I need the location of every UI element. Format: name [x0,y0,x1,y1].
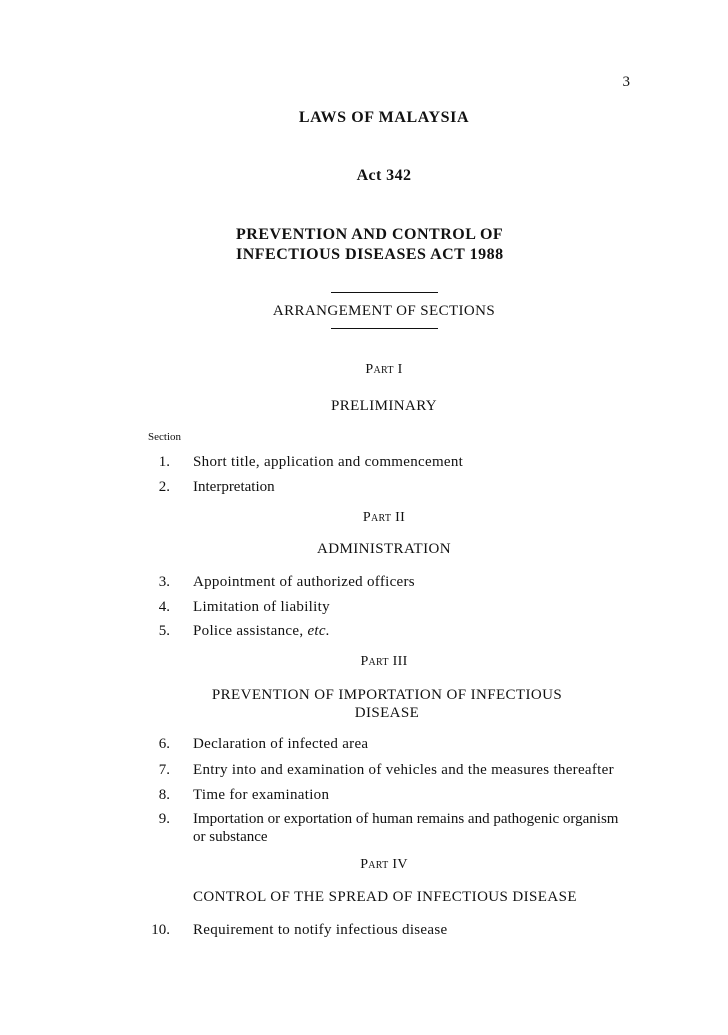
section-title: Appointment of authorized officers [193,574,415,590]
section-title: Short title, application and commencement [193,454,464,470]
part-label-2 [0,510,728,526]
section-title-line-1: Importation or exportation of human remains and pathogenic organism [193,811,619,827]
section-title-italic: etc. [307,623,330,639]
section-title-line-2: or substance [193,829,268,845]
section-title: Entry into and examination of vehicles and the measures thereafter [193,762,614,778]
act-number: Act 342 [356,167,412,184]
rule-below-arrangement [331,328,438,329]
rule-above-arrangement [331,292,438,293]
part-label-3 [0,654,728,670]
part-heading-line-1: PREVENTION OF IMPORTATION OF INFECTIOUS [211,687,563,703]
page-number: 3 [622,74,630,90]
section-number: 1. [158,454,170,470]
part-word: Part [360,857,389,872]
part-heading-line-2: DISEASE [354,705,420,721]
part-number: II [395,510,406,525]
section-number: 3. [158,574,170,590]
section-number: 7. [158,762,170,778]
section-number: 5. [158,623,170,639]
section-number: 4. [158,599,170,615]
act-name-line-2: INFECTIOUS DISEASES ACT 1988 [236,246,504,263]
part-heading-1: PRELIMINARY [330,398,438,414]
part-label-1 [0,362,728,378]
part-label-4 [0,857,728,873]
act-name [236,225,504,265]
section-column-label: Section [148,431,181,443]
section-title: Interpretation [193,479,275,495]
section-number: 10. [151,922,170,938]
part-number: IV [392,857,408,872]
part-word: Part [365,362,394,377]
part-heading-4: CONTROL OF THE SPREAD OF INFECTIOUS DISEASE [193,889,577,905]
section-number: 9. [158,811,170,827]
section-title [193,622,633,640]
act-name-line-1: PREVENTION AND CONTROL OF [236,226,504,243]
section-title: Requirement to notify infectious disease [193,922,448,938]
arrangement-heading: ARRANGEMENT OF SECTIONS [272,303,496,319]
section-number: 8. [158,787,170,803]
part-word: Part [362,510,392,525]
part-heading-2: ADMINISTRATION [317,541,451,557]
section-title-text: Police assistance, [193,623,304,639]
part-heading-3 [207,686,567,722]
section-title: Declaration of infected area [193,736,369,752]
section-number: 2. [158,479,170,495]
section-number: 6. [158,736,170,752]
part-word: Part [360,654,389,669]
section-title: Time for examination [193,787,330,803]
laws-title: LAWS OF MALAYSIA [298,109,470,126]
part-number: I [397,362,403,377]
section-title [193,810,633,846]
section-title: Limitation of liability [193,599,330,615]
part-number: III [392,654,408,669]
